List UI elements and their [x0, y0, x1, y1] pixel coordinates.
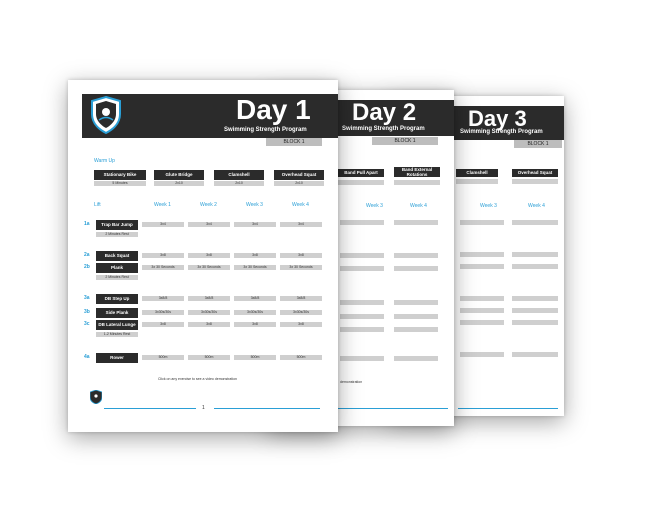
- shield-logo: [90, 96, 122, 134]
- table-cell: 3x30s/30s: [280, 310, 322, 315]
- page-2-warmup-band-external-rotations-value: [394, 180, 440, 185]
- table-cell: [394, 220, 438, 225]
- table-cell: 500m: [188, 355, 230, 360]
- exercise-name-button[interactable]: DB Lateral Lunge: [96, 320, 138, 330]
- warmup-overhead-squat[interactable]: Overhead Squat: [274, 170, 324, 180]
- table-cell: [512, 264, 558, 269]
- table-cell: 3x30s/30s: [142, 310, 184, 315]
- table-cell: 3x8/8: [188, 296, 230, 301]
- table-cell: 500m: [280, 355, 322, 360]
- page-1-subtitle: Swimming Strength Program: [224, 127, 307, 133]
- exercise-rest-note: 1-2 Minutes Rest: [96, 332, 138, 337]
- table-cell: [340, 266, 384, 271]
- warmup-glute-bridge[interactable]: Glute Bridge: [154, 170, 204, 180]
- page-3-warmup-clamshell-value: [456, 179, 498, 184]
- page-1-block-badge: BLOCK 1: [266, 138, 322, 146]
- warmup-overhead-squat-value: 2x10: [274, 181, 324, 186]
- exercise-name-button[interactable]: Trap Bar Jump: [96, 220, 138, 230]
- page-1-footer-text: Click on any exercise to see a video demonstration: [158, 377, 237, 381]
- page-2-footer-line: [338, 408, 448, 409]
- table-cell: 3x30s/30s: [234, 310, 276, 315]
- table-cell: [460, 264, 504, 269]
- table-cell: 3x8: [142, 322, 184, 327]
- table-cell: [460, 252, 504, 257]
- table-cell: [394, 327, 438, 332]
- page-2-week-4-label: Week 4: [410, 203, 427, 209]
- table-cell: [394, 314, 438, 319]
- table-cell: [512, 320, 558, 325]
- page-2-warmup-band-external-rotations[interactable]: Band External Rotations: [394, 167, 440, 177]
- page-3-block-badge: BLOCK 1: [514, 140, 562, 148]
- page-1-day-title: Day 1: [236, 94, 311, 125]
- shield-icon: [90, 390, 102, 404]
- exercise-number: 3c: [84, 321, 90, 327]
- table-cell: [340, 327, 384, 332]
- page-2-day-title: Day 2: [352, 99, 417, 126]
- table-cell: [512, 308, 558, 313]
- table-cell: 3x4: [234, 222, 276, 227]
- warmup-clamshell[interactable]: Clamshell: [214, 170, 264, 180]
- table-cell: 3x8: [234, 253, 276, 258]
- page-2-week-3-label: Week 3: [366, 203, 383, 209]
- table-cell: 3x8: [188, 253, 230, 258]
- exercise-rest-note: 2 Minutes Rest: [96, 275, 138, 280]
- page-day-1: [68, 80, 338, 432]
- exercise-number: 2a: [84, 252, 90, 258]
- page-2-warmup-band-pull-apart[interactable]: Band Pull Apart: [338, 169, 384, 177]
- table-cell: 3x8: [234, 322, 276, 327]
- table-cell: 3x8/8: [234, 296, 276, 301]
- table-cell: [460, 320, 504, 325]
- shield-icon: [90, 96, 122, 134]
- page-3-week-4-label: Week 4: [528, 203, 545, 209]
- table-cell: [512, 220, 558, 225]
- table-cell: [394, 356, 438, 361]
- exercise-name-button[interactable]: Back Squat: [96, 251, 138, 261]
- page-2-block-badge: BLOCK 1: [372, 137, 438, 145]
- warmup-clamshell-value: 2x10: [214, 181, 264, 186]
- page-number: 1: [202, 405, 205, 411]
- table-cell: [340, 253, 384, 258]
- exercise-rest-note: 2 Minutes Rest: [96, 232, 138, 237]
- page-2-subtitle: Swimming Strength Program: [342, 126, 425, 132]
- table-cell: 3x 30 Seconds: [188, 265, 230, 270]
- exercise-number: 2b: [84, 264, 90, 270]
- exercise-number: 4a: [84, 354, 90, 360]
- page-2-warmup-band-pull-apart-value: [338, 180, 384, 185]
- table-cell: [340, 300, 384, 305]
- warm-up-label: Warm Up: [94, 158, 115, 164]
- exercise-number: 1a: [84, 221, 90, 227]
- table-cell: [460, 352, 504, 357]
- table-cell: 3x8/8: [280, 296, 322, 301]
- warmup-stationary-bike[interactable]: Stationary Bike: [94, 170, 146, 180]
- exercise-number: 3a: [84, 295, 90, 301]
- table-cell: 500m: [142, 355, 184, 360]
- table-cell: [512, 352, 558, 357]
- table-cell: 3x 30 Seconds: [234, 265, 276, 270]
- table-cell: [460, 220, 504, 225]
- table-cell: 3x8: [188, 322, 230, 327]
- table-cell: 3x8/8: [142, 296, 184, 301]
- table-cell: 3x8: [280, 253, 322, 258]
- table-cell: 3x4: [188, 222, 230, 227]
- table-cell: [460, 308, 504, 313]
- lift-label: Lift: [94, 202, 101, 208]
- page-3-subtitle: Swimming Strength Program: [460, 129, 543, 135]
- exercise-name-button[interactable]: Side Plank: [96, 308, 138, 318]
- table-cell: 3x8: [142, 253, 184, 258]
- week-1-label: Week 1: [154, 202, 171, 208]
- page-3-warmup-overhead-squat[interactable]: Overhead Squat: [512, 169, 558, 177]
- week-3-label: Week 3: [246, 202, 263, 208]
- warmup-stationary-bike-value: 5 Minutes: [94, 181, 146, 186]
- page-2-footer-text: demonstration: [340, 380, 363, 384]
- table-cell: [340, 314, 384, 319]
- footer-line-right: [214, 408, 320, 409]
- warmup-glute-bridge-value: 2x10: [154, 181, 204, 186]
- page-3-warmup-overhead-squat-value: [512, 179, 558, 184]
- page-3-footer-line: [458, 408, 558, 409]
- table-cell: [340, 356, 384, 361]
- table-cell: [340, 220, 384, 225]
- week-2-label: Week 2: [200, 202, 217, 208]
- table-cell: 500m: [234, 355, 276, 360]
- exercise-name-button[interactable]: Plank: [96, 263, 138, 273]
- table-cell: [512, 252, 558, 257]
- page-3-day-title: Day 3: [468, 106, 527, 131]
- page-3-week-3-label: Week 3: [480, 203, 497, 209]
- table-cell: [512, 296, 558, 301]
- table-cell: [394, 266, 438, 271]
- table-cell: 3x 30 Seconds: [142, 265, 184, 270]
- table-cell: 3x30s/30s: [188, 310, 230, 315]
- footer-line-left: [104, 408, 196, 409]
- table-cell: 3x4: [280, 222, 322, 227]
- footer-logo: [90, 390, 102, 404]
- table-cell: [394, 253, 438, 258]
- week-4-label: Week 4: [292, 202, 309, 208]
- table-cell: 3x4: [142, 222, 184, 227]
- exercise-number: 3b: [84, 309, 90, 315]
- table-cell: [394, 300, 438, 305]
- page-3-warmup-clamshell[interactable]: Clamshell: [456, 169, 498, 177]
- table-cell: [460, 296, 504, 301]
- exercise-name-button[interactable]: Rower: [96, 353, 138, 363]
- table-cell: 3x 30 Seconds: [280, 265, 322, 270]
- table-cell: 3x8: [280, 322, 322, 327]
- exercise-name-button[interactable]: DB Step Up: [96, 294, 138, 304]
